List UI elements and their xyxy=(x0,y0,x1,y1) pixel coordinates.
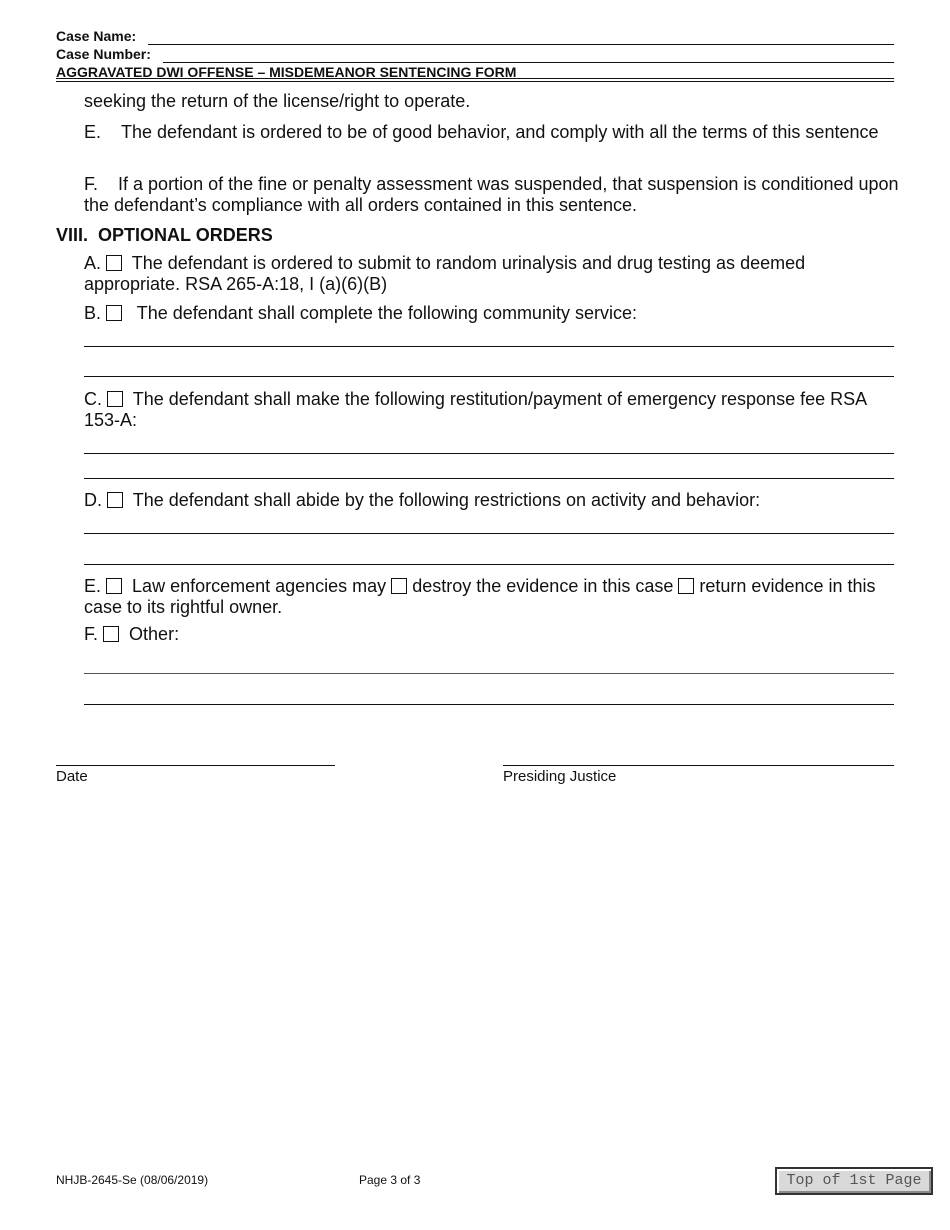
case-name-field[interactable] xyxy=(148,44,894,45)
continuation-text: seeking the return of the license/right to operate. xyxy=(84,91,471,111)
item-f-text: If a portion of the fine or penalty assessment was suspended, that suspension is conditioned upon the defendant’s compliance with all orders contained in this sentence. xyxy=(84,174,899,215)
section-viii-title xyxy=(56,225,273,246)
case-number-label: Case Number: xyxy=(56,46,151,62)
item-f-letter: F. xyxy=(84,174,99,194)
page-number: Page 3 of 3 xyxy=(359,1173,421,1187)
destroy-evidence-checkbox[interactable] xyxy=(391,578,407,594)
order-b-letter: B. xyxy=(84,303,102,323)
order-a-checkbox[interactable] xyxy=(106,255,122,271)
order-b-line-2[interactable] xyxy=(84,376,894,377)
order-f-text: Other: xyxy=(129,624,180,644)
order-c-text: The defendant shall make the following restitution/payment of emergency response fee RSA 153-A: xyxy=(84,389,867,430)
item-e-text: The defendant is ordered to be of good behavior, and comply with all the terms of this sentence xyxy=(121,122,879,142)
order-f-line-2[interactable] xyxy=(84,704,894,705)
order-e-text-2: destroy the evidence in this case xyxy=(412,576,674,596)
order-e-letter: E. xyxy=(84,576,102,596)
order-a xyxy=(84,253,884,295)
order-c-line-1[interactable] xyxy=(84,453,894,454)
order-f-checkbox[interactable] xyxy=(103,626,119,642)
order-b-line-1[interactable] xyxy=(84,346,894,347)
order-d-line-2[interactable] xyxy=(84,564,894,565)
form-id: NHJB-2645-Se (08/06/2019) xyxy=(56,1173,209,1187)
date-signature-line[interactable] xyxy=(56,765,335,766)
item-f xyxy=(84,174,899,216)
order-e-checkbox[interactable] xyxy=(106,578,122,594)
case-name-label: Case Name: xyxy=(56,28,137,44)
section-viii-numeral: VIII. xyxy=(56,225,89,245)
form-title: AGGRAVATED DWI OFFENSE – MISDEMEANOR SENTENCING FORM xyxy=(56,64,517,80)
order-f-letter: F. xyxy=(84,624,99,644)
order-c-line-2[interactable] xyxy=(84,478,894,479)
order-d xyxy=(84,490,894,511)
order-c xyxy=(84,389,884,431)
item-e xyxy=(84,122,894,143)
order-c-checkbox[interactable] xyxy=(107,391,123,407)
order-d-line-1[interactable] xyxy=(84,533,894,534)
justice-signature-line[interactable] xyxy=(503,765,894,766)
item-e-letter: E. xyxy=(84,122,102,142)
order-c-letter: C. xyxy=(84,389,102,409)
order-d-letter: D. xyxy=(84,490,102,510)
order-f-line-1[interactable] xyxy=(84,673,894,674)
order-d-checkbox[interactable] xyxy=(107,492,123,508)
order-a-text: The defendant is ordered to submit to random urinalysis and drug testing as deemed appropriate. RSA 265-A:18, I (a)(6)(B) xyxy=(84,253,806,294)
order-b xyxy=(84,303,894,324)
order-b-checkbox[interactable] xyxy=(106,305,122,321)
header-divider xyxy=(56,78,894,79)
top-of-first-page-button[interactable]: Top of 1st Page xyxy=(775,1167,933,1195)
order-e-text-3: return evidence in this case to its rightful owner. xyxy=(84,576,876,617)
order-f xyxy=(84,624,894,645)
order-a-letter: A. xyxy=(84,253,102,273)
header-divider-2 xyxy=(56,81,894,82)
order-b-text: The defendant shall complete the following community service: xyxy=(136,303,637,323)
date-label: Date xyxy=(56,768,88,785)
order-d-text: The defendant shall abide by the following restrictions on activity and behavior: xyxy=(132,490,761,510)
presiding-justice-label: Presiding Justice xyxy=(503,768,617,785)
case-number-field[interactable] xyxy=(163,62,894,63)
section-viii-heading: OPTIONAL ORDERS xyxy=(98,225,273,245)
return-evidence-checkbox[interactable] xyxy=(678,578,694,594)
order-e xyxy=(84,576,894,618)
order-e-text-1: Law enforcement agencies may xyxy=(132,576,387,596)
